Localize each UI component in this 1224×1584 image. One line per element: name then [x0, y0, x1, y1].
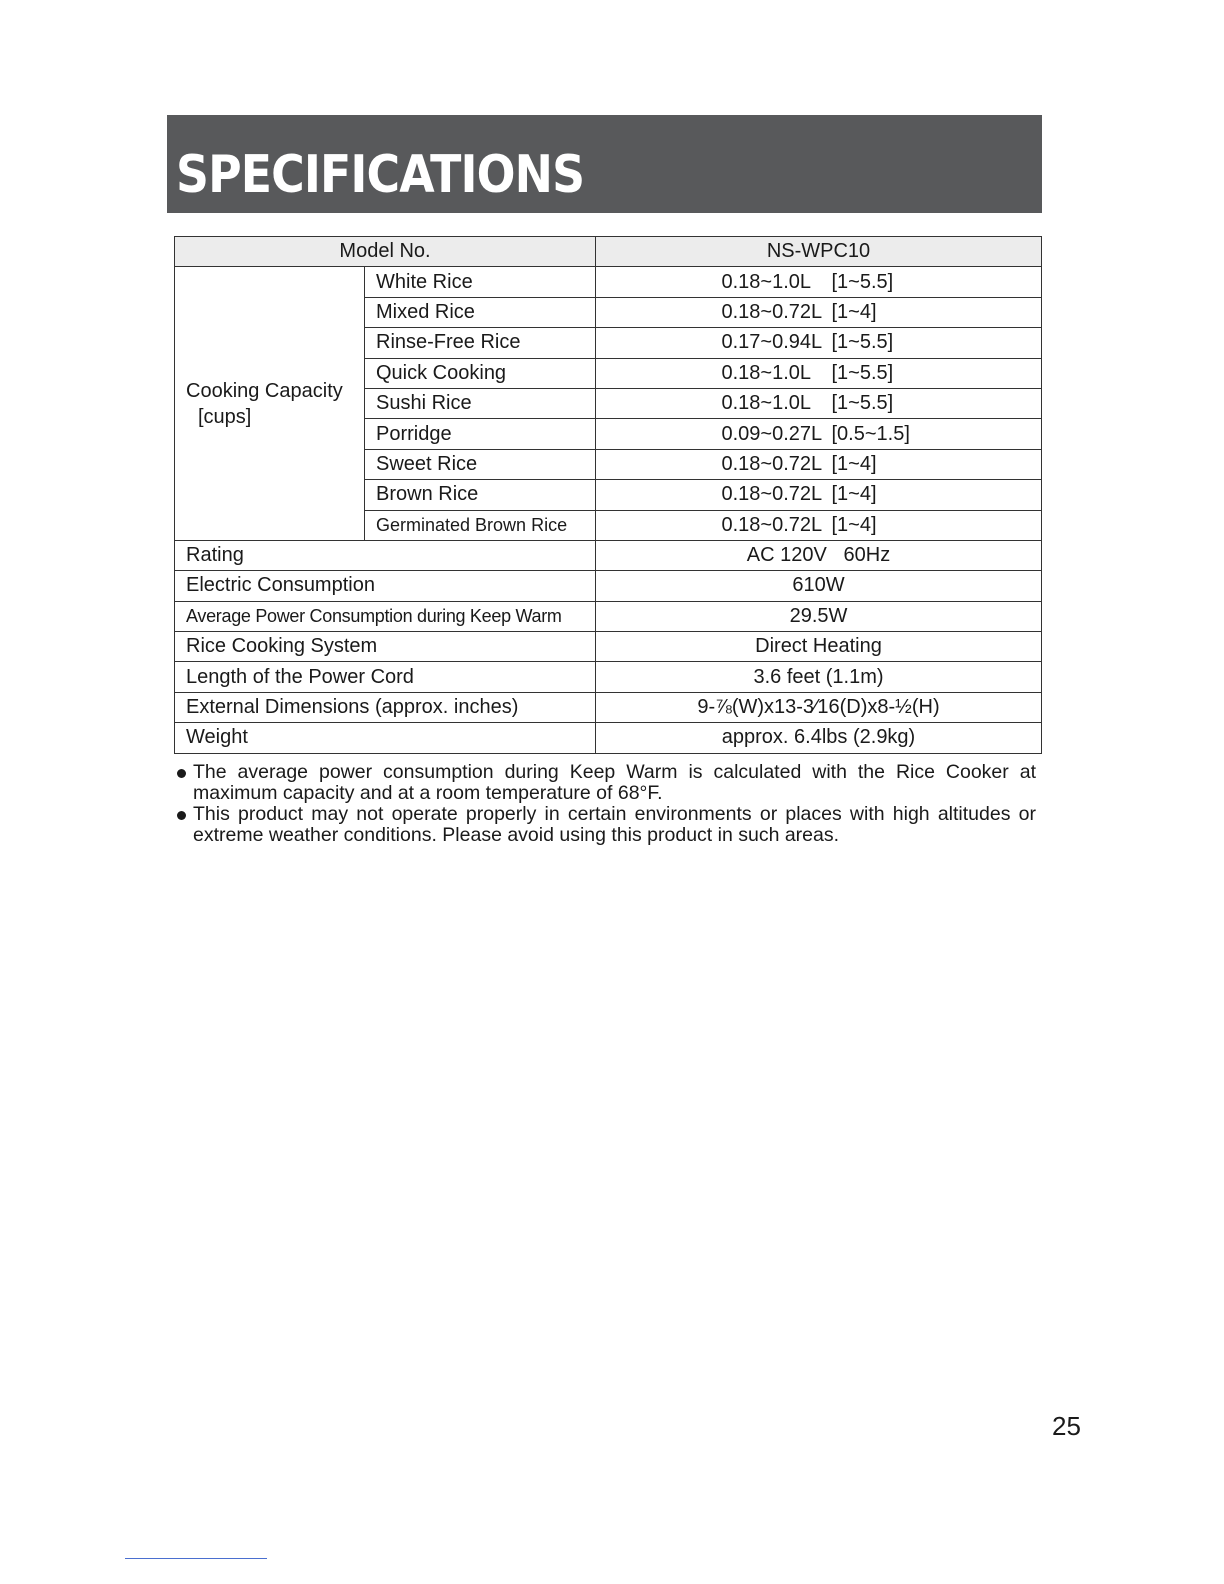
- capacity-liters: 0.18~1.0L: [721, 270, 812, 293]
- capacity-liters: 0.18~0.72L: [721, 483, 823, 506]
- capacity-row-value: [596, 388, 1042, 418]
- capacity-row-value: [596, 480, 1042, 510]
- capacity-row-value: [596, 510, 1042, 540]
- capacity-liters: 0.18~0.72L: [721, 300, 823, 323]
- capacity-cups: [1~4]: [831, 300, 877, 323]
- dimensions-value: 9-⅞(W)x13-3⁄16(D)x8-½(H): [596, 692, 1042, 722]
- capacity-cups: [1~5.5]: [831, 331, 894, 354]
- capacity-cups: [1~4]: [831, 513, 877, 536]
- page-number: 25: [1052, 1411, 1081, 1441]
- capacity-cups: [1~4]: [831, 483, 877, 506]
- table-row: [175, 237, 1042, 267]
- capacity-liters: 0.18~1.0L: [721, 361, 812, 384]
- table-row: [175, 267, 1042, 297]
- weight-label: Weight: [175, 723, 596, 753]
- note-text: The average power consumption during Keep Warm is calculated with the Rice Cooker at maximum capacity and at a room temperature of 68°F.: [193, 761, 1036, 804]
- model-value: NS-WPC10: [596, 237, 1042, 267]
- cooking-system-label: Rice Cooking System: [175, 632, 596, 662]
- note-item: [174, 804, 1036, 846]
- capacity-units: [cups]: [198, 405, 252, 428]
- table-row: [175, 540, 1042, 570]
- capacity-cups: [0.5~1.5]: [831, 422, 910, 445]
- capacity-liters: 0.18~0.72L: [721, 513, 823, 536]
- bullet-icon: [177, 769, 186, 778]
- capacity-row-value: [596, 267, 1042, 297]
- bullet-icon: [177, 811, 186, 820]
- capacity-row-name: Quick Cooking: [365, 358, 596, 388]
- capacity-row-name: Porridge: [365, 419, 596, 449]
- note-text: This product may not operate properly in certain environments or places with high altitudes or extreme weather conditions. Please avoid using this product in such areas.: [193, 803, 1036, 846]
- title-banner: [167, 115, 1042, 213]
- cooking-capacity-label: Cooking Capacity: [186, 379, 343, 402]
- note-item: [174, 762, 1036, 804]
- capacity-row-value: [596, 297, 1042, 327]
- capacity-row-name: Rinse-Free Rice: [365, 328, 596, 358]
- cooking-system-value: Direct Heating: [596, 632, 1042, 662]
- keep-warm-consumption-value: 29.5W: [596, 601, 1042, 631]
- capacity-row-name: White Rice: [365, 267, 596, 297]
- table-row: [175, 692, 1042, 722]
- model-label: Model No.: [175, 237, 596, 267]
- capacity-cups: [1~5.5]: [831, 361, 894, 384]
- capacity-liters: 0.09~0.27L: [721, 422, 823, 445]
- capacity-row-value: [596, 419, 1042, 449]
- capacity-row-value: [596, 449, 1042, 479]
- cooking-capacity-cell: [175, 267, 365, 541]
- table-row: [175, 723, 1042, 753]
- notes: [174, 762, 1036, 846]
- keep-warm-consumption-label: Average Power Consumption during Keep Warm: [175, 601, 596, 631]
- electric-consumption-label: Electric Consumption: [175, 571, 596, 601]
- capacity-liters: 0.18~0.72L: [721, 452, 823, 475]
- table-row: [175, 662, 1042, 692]
- footer-divider: [125, 1558, 267, 1559]
- table-row: [175, 632, 1042, 662]
- electric-consumption-value: 610W: [596, 571, 1042, 601]
- power-cord-value: 3.6 feet (1.1m): [596, 662, 1042, 692]
- weight-value: approx. 6.4lbs (2.9kg): [596, 723, 1042, 753]
- capacity-row-name: Sweet Rice: [365, 449, 596, 479]
- capacity-row-name: Germinated Brown Rice: [365, 510, 596, 540]
- capacity-liters: 0.18~1.0L: [721, 392, 812, 415]
- capacity-row-value: [596, 358, 1042, 388]
- capacity-row-name: Sushi Rice: [365, 388, 596, 418]
- capacity-liters: 0.17~0.94L: [721, 331, 823, 354]
- table-row: [175, 571, 1042, 601]
- capacity-row-value: [596, 328, 1042, 358]
- page-title: SPECIFICATIONS: [176, 145, 585, 205]
- capacity-cups: [1~4]: [831, 452, 877, 475]
- dimensions-label: External Dimensions (approx. inches): [175, 692, 596, 722]
- capacity-row-name: Brown Rice: [365, 480, 596, 510]
- power-cord-label: Length of the Power Cord: [175, 662, 596, 692]
- rating-label: Rating: [175, 540, 596, 570]
- rating-value: AC 120V 60Hz: [596, 540, 1042, 570]
- capacity-cups: [1~5.5]: [831, 270, 894, 293]
- capacity-cups: [1~5.5]: [831, 392, 894, 415]
- specifications-table: [174, 236, 1042, 754]
- capacity-row-name: Mixed Rice: [365, 297, 596, 327]
- table-row: [175, 601, 1042, 631]
